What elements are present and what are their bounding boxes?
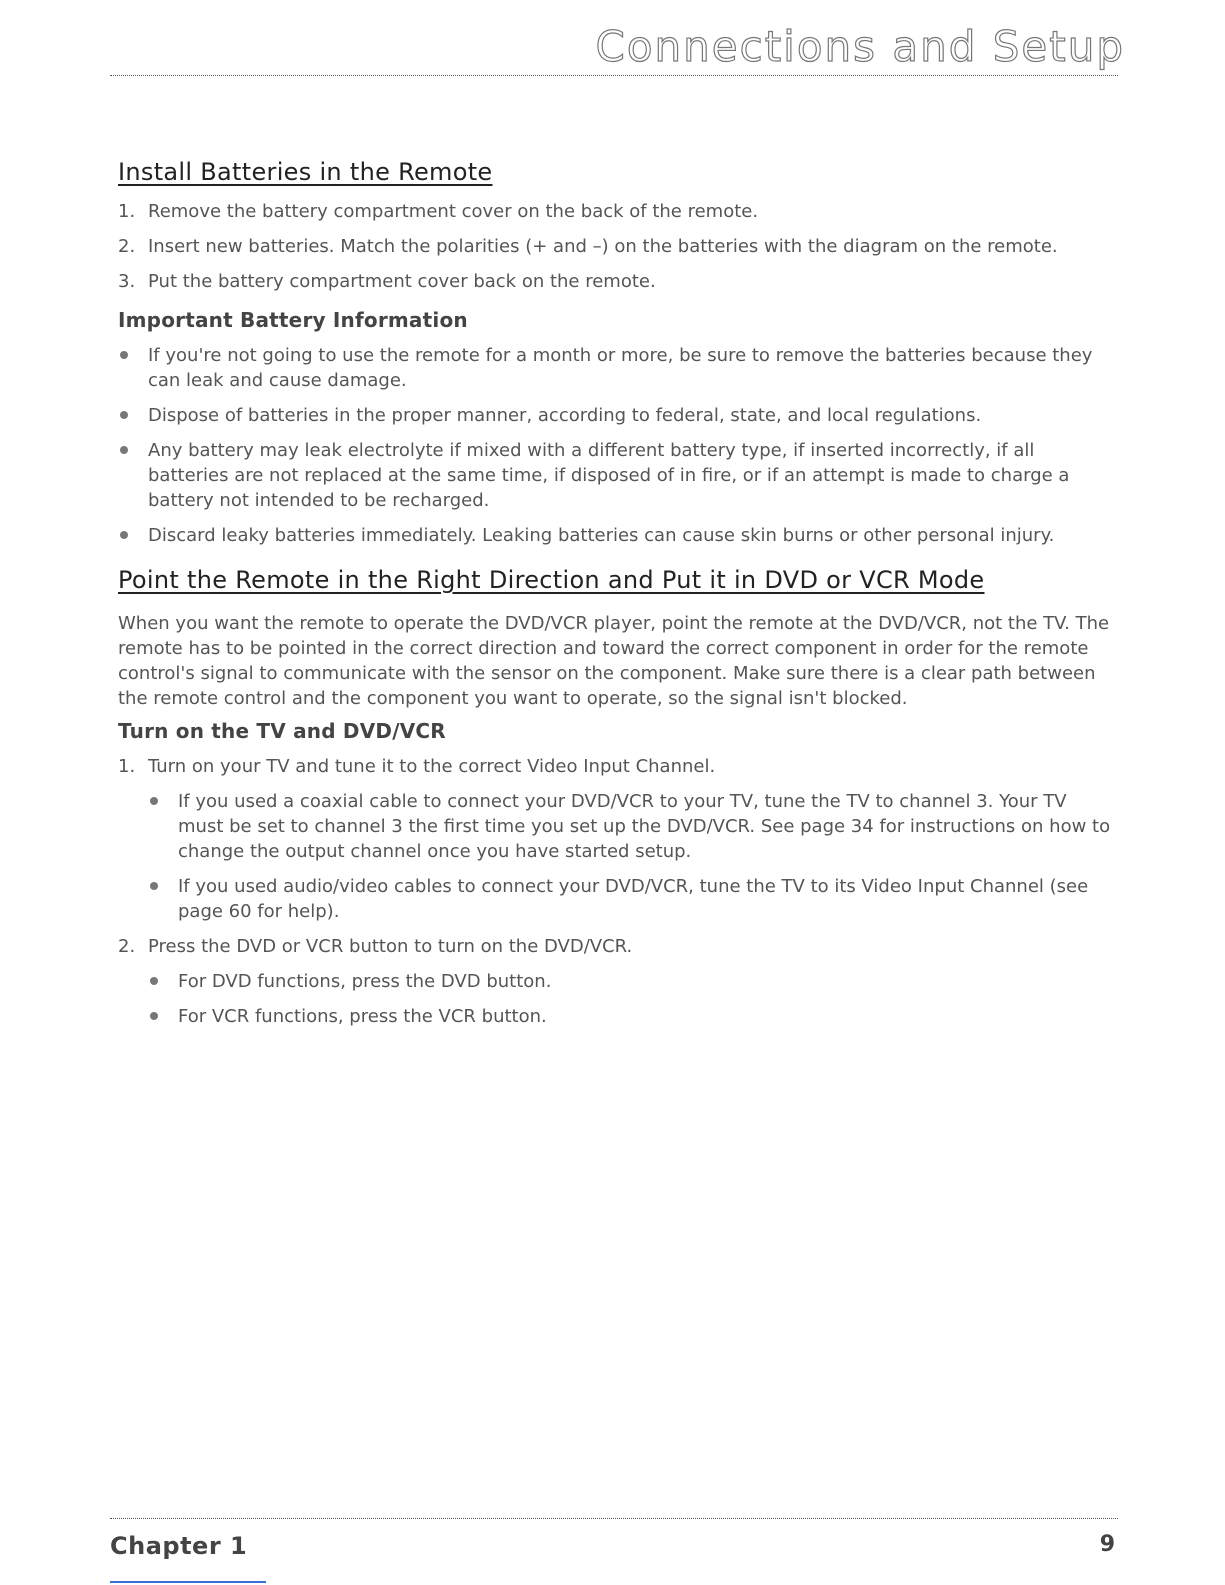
bullet-text: For VCR functions, press the VCR button. xyxy=(178,1006,547,1027)
footer-rule xyxy=(110,1518,1118,1519)
bullet-text: If you used audio/video cables to connect your DVD/VCR, tune the TV to its Video Input Channel (see page 60 for help). xyxy=(178,876,1089,922)
list-item xyxy=(118,199,1113,224)
bullet-icon xyxy=(120,351,128,359)
bullet-icon xyxy=(150,797,158,805)
list-item xyxy=(118,754,1113,924)
bullet-icon xyxy=(150,977,158,985)
list-item xyxy=(118,343,1113,393)
sub-list xyxy=(148,789,1113,924)
step-number: 3. xyxy=(118,271,136,292)
bullet-icon xyxy=(120,531,128,539)
step-number: 2. xyxy=(118,236,136,257)
turn-on-steps xyxy=(118,754,1113,1029)
bullet-icon xyxy=(120,446,128,454)
list-item xyxy=(148,789,1113,864)
sub-list xyxy=(148,969,1113,1029)
chapter-label: Chapter 1 xyxy=(110,1532,248,1560)
list-item xyxy=(148,874,1113,924)
install-steps xyxy=(118,199,1113,294)
step-number: 1. xyxy=(118,756,136,777)
bullet-text: Any battery may leak electrolyte if mixed with a different battery type, if inserted incorrectly, if all batteries are not replaced at the same time, if disposed of in fire, or if an attempt is made to charge a battery not intended to be recharged. xyxy=(148,440,1070,511)
bullet-text: For DVD functions, press the DVD button. xyxy=(178,971,552,992)
step-number: 2. xyxy=(118,936,136,957)
install-heading: Install Batteries in the Remote xyxy=(118,158,493,186)
bullet-text: If you used a coaxial cable to connect your DVD/VCR to your TV, tune the TV to channel 3. Your TV must be set to channel 3 the first time you set up the DVD/VCR. See page 34 for instructions on how to change the output channel once you have started setup. xyxy=(178,791,1111,862)
turn-on-heading: Turn on the TV and DVD/VCR xyxy=(118,719,446,743)
step-text: Remove the battery compartment cover on the back of the remote. xyxy=(148,201,759,222)
list-item xyxy=(148,969,1113,994)
bullet-icon xyxy=(150,1012,158,1020)
point-remote-heading: Point the Remote in the Right Direction and Put it in DVD or VCR Mode xyxy=(118,566,985,594)
page-content xyxy=(118,160,1113,1039)
list-item xyxy=(118,403,1113,428)
list-item xyxy=(118,438,1113,513)
list-item xyxy=(118,523,1113,548)
bullet-icon xyxy=(120,411,128,419)
bullet-icon xyxy=(150,882,158,890)
bullet-text: Dispose of batteries in the proper manner, according to federal, state, and local regulations. xyxy=(148,405,982,426)
list-item xyxy=(118,934,1113,1029)
list-item xyxy=(148,1004,1113,1029)
battery-info-heading: Important Battery Information xyxy=(118,308,468,332)
battery-info-list xyxy=(118,343,1113,548)
point-remote-paragraph: When you want the remote to operate the DVD/VCR player, point the remote at the DVD/VCR, not the TV. The remote has to be pointed in the correct direction and toward the correct component in order for the remote control's signal to communicate with the sensor on the component. Make sure there is a clear path between the remote control and the component you want to operate, so the signal isn't blocked. xyxy=(118,613,1110,709)
header-rule xyxy=(110,75,1118,76)
bullet-text: Discard leaky batteries immediately. Leaking batteries can cause skin burns or other personal injury. xyxy=(148,525,1055,546)
list-item xyxy=(118,269,1113,294)
section-title: Connections and Setup xyxy=(595,22,1125,71)
step-text: Put the battery compartment cover back on the remote. xyxy=(148,271,656,292)
page-number: 9 xyxy=(1099,1532,1115,1557)
list-item xyxy=(118,234,1113,259)
step-text: Insert new batteries. Match the polarities (+ and –) on the batteries with the diagram on the remote. xyxy=(148,236,1058,257)
step-number: 1. xyxy=(118,201,136,222)
chapter-accent-line xyxy=(110,1581,266,1583)
bullet-text: If you're not going to use the remote for a month or more, be sure to remove the batteries because they can leak and cause damage. xyxy=(148,345,1093,391)
step-text: Press the DVD or VCR button to turn on the DVD/VCR. xyxy=(148,936,633,957)
step-text: Turn on your TV and tune it to the correct Video Input Channel. xyxy=(148,756,716,777)
